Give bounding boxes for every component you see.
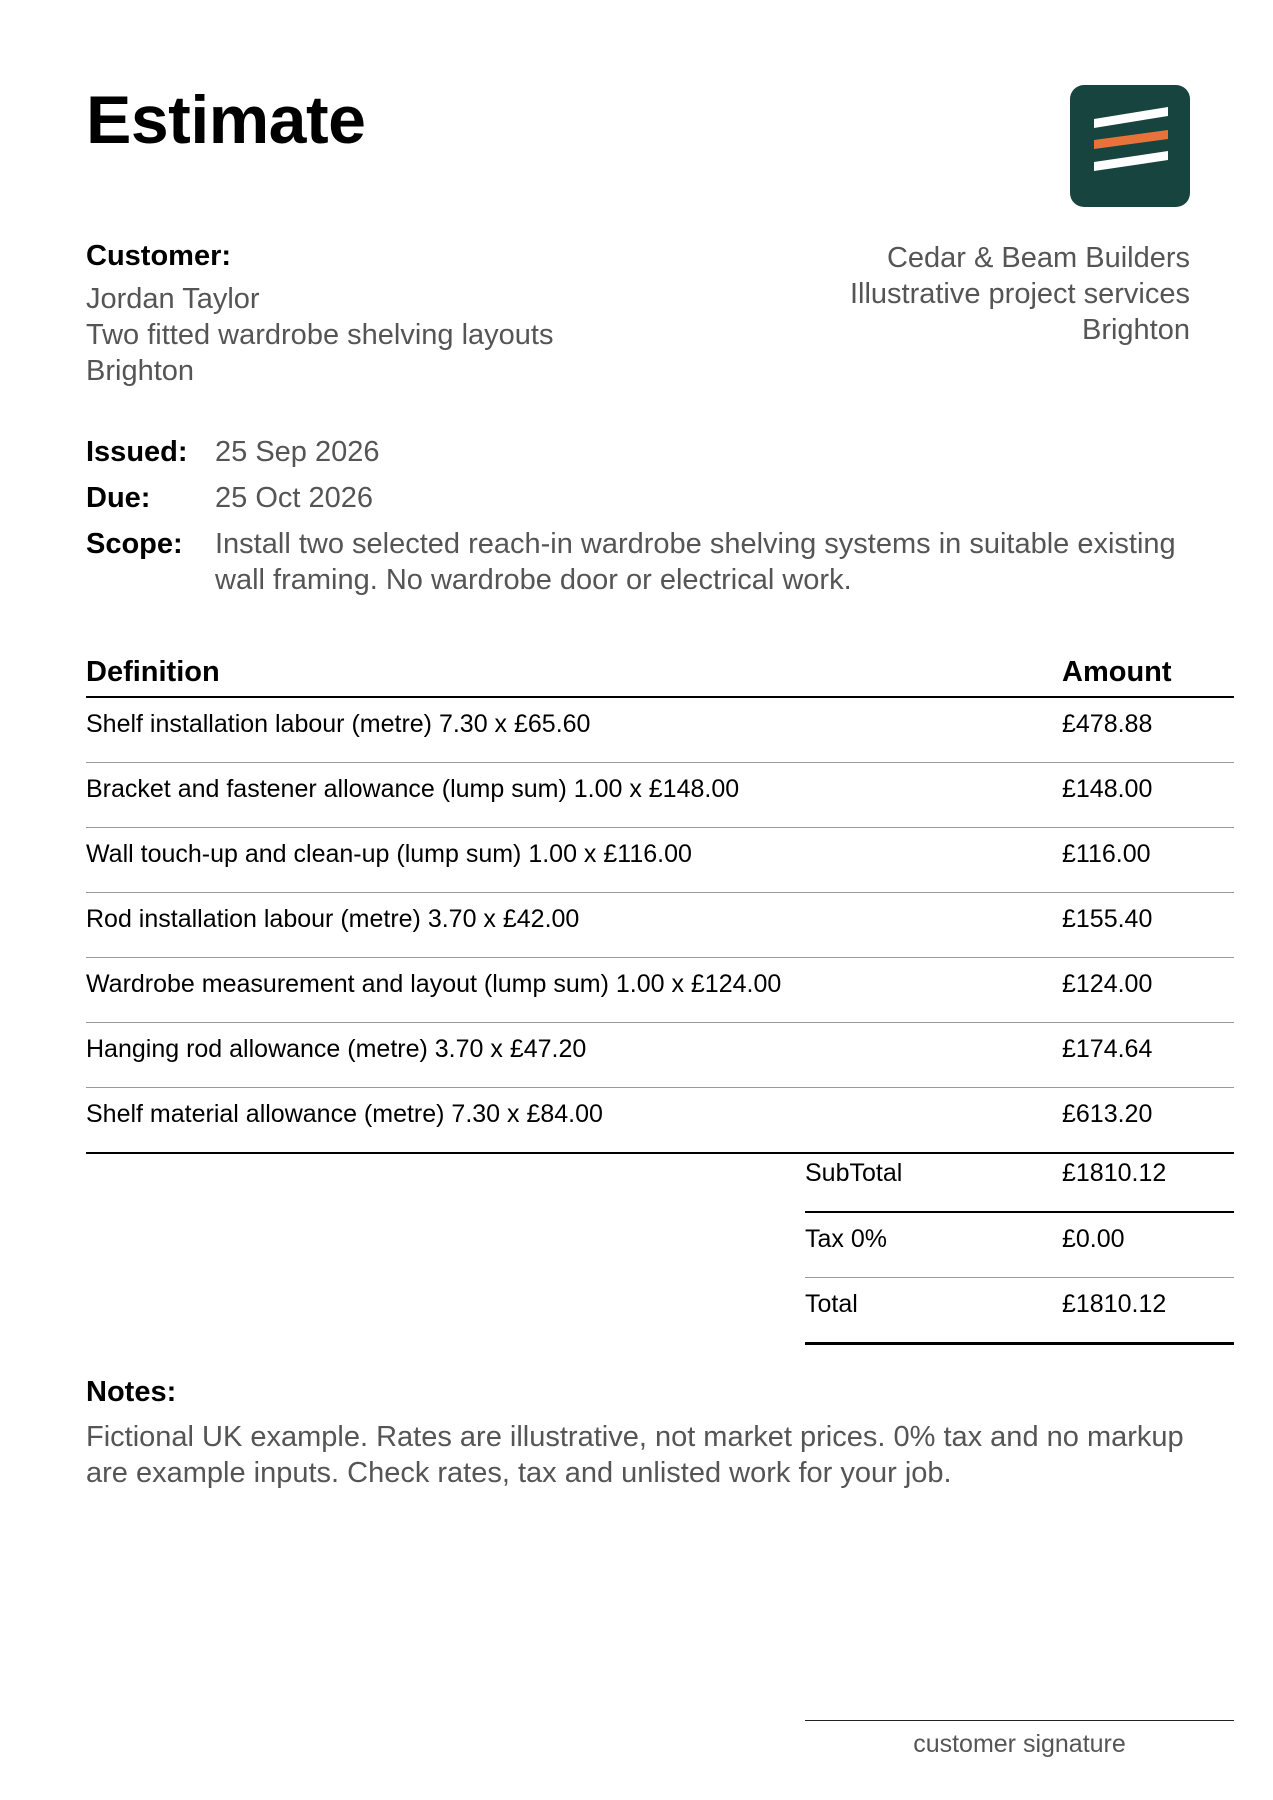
notes-text: Fictional UK example. Rates are illustrative, not market prices. 0% tax and no markup are example inputs. Check rates, tax and unlisted work for your job. [86,1421,1184,1489]
total-value: £1810.12 [1062,1290,1167,1318]
issued-label: Issued: [86,436,188,468]
due-label: Due: [86,482,151,514]
scope-label: Scope: [86,528,183,560]
scope-text: Install two selected reach-in wardrobe shelving systems in suitable existing wall framing. No wardrobe door or electrical work. [215,528,1176,596]
line-item-definition: Rod installation labour (metre) 3.70 x £42.00 [86,905,580,933]
customer-block [86,240,553,389]
table-row [86,1023,1234,1088]
line-item-definition: Bracket and fastener allowance (lump sum) 1.00 x £148.00 [86,775,740,803]
stacked-planks-logo-icon [1070,85,1190,207]
line-item-amount: £613.20 [1062,1100,1153,1128]
line-item-definition: Wall touch-up and clean-up (lump sum) 1.00 x £116.00 [86,840,692,868]
total-label: Total [805,1290,858,1318]
scope-row [86,526,1186,598]
customer-project: Two fitted wardrobe shelving layouts [86,319,554,351]
line-item-amount: £478.88 [1062,710,1153,738]
due-date: 25 Oct 2026 [215,482,373,514]
table-row [86,763,1234,828]
definition-column-header: Definition [86,656,220,688]
company-logo [1070,85,1190,207]
table-row [86,1088,1234,1154]
line-item-amount: £174.64 [1062,1035,1153,1063]
company-block [850,240,1190,348]
subtotal-value: £1810.12 [1062,1159,1167,1187]
line-item-definition: Hanging rod allowance (metre) 3.70 x £47.20 [86,1035,587,1063]
issued-date: 25 Sep 2026 [215,436,380,468]
issued-row [86,434,1186,480]
totals-block [805,1147,1234,1345]
line-item-amount: £116.00 [1062,840,1151,868]
table-row [86,958,1234,1023]
due-row [86,480,1186,526]
amount-column-header: Amount [1062,656,1172,688]
company-tagline: Illustrative project services [849,278,1190,310]
table-header [86,652,1234,698]
customer-label: Customer: [86,240,232,272]
line-item-definition: Shelf material allowance (metre) 7.30 x £84.00 [86,1100,603,1128]
customer-location: Brighton [86,355,195,387]
subtotal-row [805,1147,1234,1213]
tax-row [805,1213,1234,1278]
line-item-definition: Shelf installation labour (metre) 7.30 x £65.60 [86,710,591,738]
line-item-amount: £148.00 [1062,775,1153,803]
tax-value: £0.00 [1062,1225,1125,1253]
notes-label: Notes: [86,1376,177,1408]
subtotal-label: SubTotal [805,1159,903,1187]
line-item-definition: Wardrobe measurement and layout (lump sum) 1.00 x £124.00 [86,970,782,998]
table-row [86,893,1234,958]
signature-line [805,1720,1234,1721]
table-row [86,828,1234,893]
company-name: Cedar & Beam Builders [886,242,1190,274]
signature-label: customer signature [913,1730,1126,1758]
table-row [86,698,1234,763]
document-title: Estimate [86,82,366,158]
line-item-amount: £124.00 [1062,970,1153,998]
line-item-amount: £155.40 [1062,905,1153,933]
tax-label: Tax 0% [805,1225,887,1253]
company-location: Brighton [1081,314,1190,346]
customer-name: Jordan Taylor [86,283,260,315]
line-items-table [86,652,1234,1154]
total-row [805,1278,1234,1345]
notes-block [86,1376,1186,1491]
estimate-details [86,434,1186,598]
